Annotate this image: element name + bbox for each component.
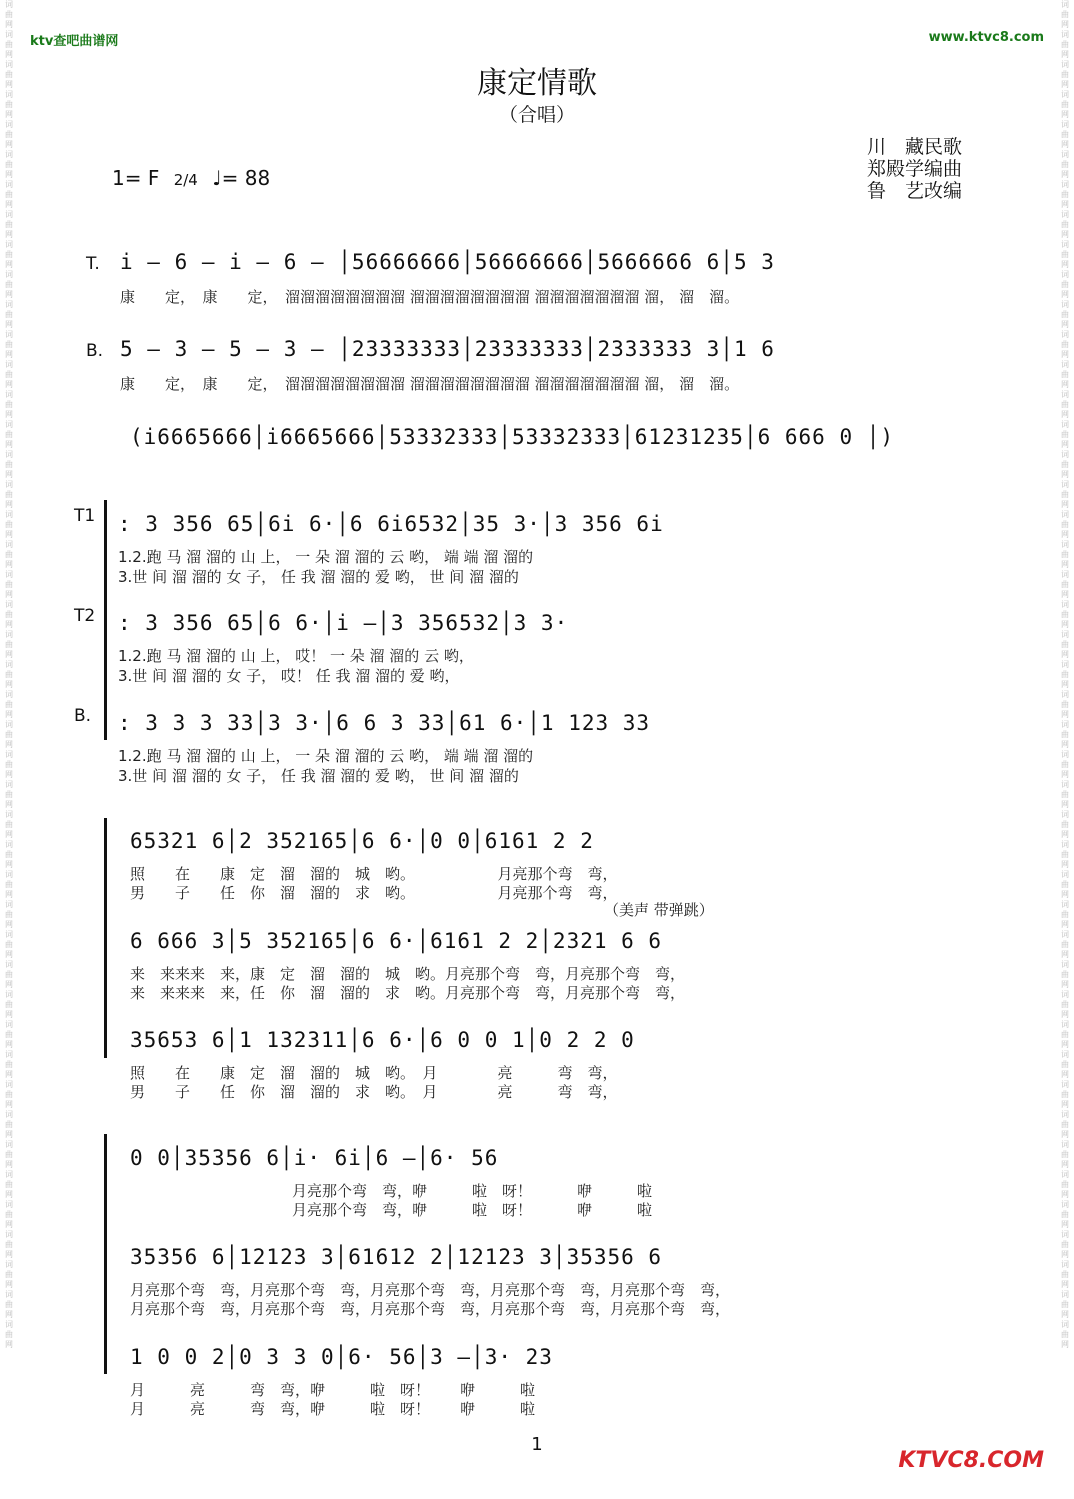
site-name-left[interactable]: ktv查吧曲谱网: [30, 34, 119, 49]
s4-voice3-notes: 1 0 0 2│0 3 3 0│6· 56│3 –│3· 23: [130, 1345, 553, 1369]
system-bracket: [104, 1134, 107, 1374]
page-title: 康定情歌: [477, 66, 597, 101]
performance-annotation: （美声 带弹跳）: [604, 901, 714, 919]
side-watermark-right: 词曲网词曲网词曲网词曲网词曲网词曲网词曲网词曲网词曲网词曲网词曲网词曲网词曲网词曲网词曲网词曲网词曲网词曲网词曲网词曲网词曲网词曲网词曲网词曲网词曲网词曲网词曲网词曲网词曲网词曲网词曲网词曲网词曲网词曲网词曲网词曲网词曲网词曲网词曲网词曲网词曲网词曲网词曲网词曲网词曲网: [1061, 0, 1069, 1349]
b-lyrics-verse1: 1.2.跑 马 溜 溜的 山 上， 一 朵 溜 溜的 云 哟， 端 端 溜 溜的: [118, 747, 534, 765]
credit-adapter: 鲁 艺改编: [866, 180, 962, 202]
system-bracket: [104, 500, 107, 740]
voice-label-bass: B.: [86, 341, 104, 361]
s3-voice1-notes: 65321 6│2 352165│6 6·│0 0│6161 2 2: [130, 829, 594, 853]
system-bracket: [104, 818, 107, 1058]
t1-notes: : 3 356 65│6i 6·│6 6i6532│35 3·│3 356 6i: [118, 512, 664, 536]
b-lyrics-verse3: 3.世 间 溜 溜的 女 子， 任 我 溜 溜的 爱 哟， 世 间 溜 溜的: [118, 767, 519, 785]
t1-lyrics-verse1: 1.2.跑 马 溜 溜的 山 上， 一 朵 溜 溜的 云 哟， 端 端 溜 溜的: [118, 548, 534, 566]
s3-voice3-lyrics1: 照 在 康 定 溜 溜的 城 哟。 月 亮 弯 弯，: [130, 1064, 618, 1082]
s4-voice2-lyrics2: 月亮那个弯 弯，月亮那个弯 弯，月亮那个弯 弯，月亮那个弯 弯，月亮那个弯 弯，: [130, 1300, 731, 1318]
s3-voice3-lyrics2: 男 子 任 你 溜 溜的 求 哟。 月 亮 弯 弯，: [130, 1083, 618, 1101]
voice-label-t2: T2: [74, 606, 96, 626]
credit-origin: 川 藏民歌: [866, 136, 962, 158]
site-logo: KTVC8.COM: [898, 1448, 1044, 1473]
s3-voice2-lyrics1: 来 来来来 来，康 定 溜 溜的 城 哟。月亮那个弯 弯，月亮那个弯 弯，: [130, 965, 686, 983]
s4-voice2-lyrics1: 月亮那个弯 弯，月亮那个弯 弯，月亮那个弯 弯，月亮那个弯 弯，月亮那个弯 弯，: [130, 1281, 731, 1299]
voice-label-tenor: T.: [86, 254, 100, 274]
s3-voice3-notes: 35653 6│1 132311│6 6·│6 0 0 1│0 2 2 0: [130, 1028, 635, 1052]
s3-voice1-lyrics1: 照 在 康 定 溜 溜的 城 哟。 月亮那个弯 弯，: [130, 865, 618, 883]
t2-lyrics-verse1: 1.2.跑 马 溜 溜的 山 上， 哎！ 一 朵 溜 溜的 云 哟，: [118, 647, 474, 665]
voice-label-t1: T1: [74, 506, 96, 526]
s4-voice2-notes: 35356 6│12123 3│61612 2│12123 3│35356 6: [130, 1245, 663, 1269]
s3-voice1-lyrics2: 男 子 任 你 溜 溜的 求 哟。 月亮那个弯 弯，: [130, 884, 618, 902]
s3-voice2-lyrics2: 来 来来来 来，任 你 溜 溜的 求 哟。月亮那个弯 弯，月亮那个弯 弯，: [130, 984, 686, 1002]
time-signature: 2/4: [173, 171, 198, 189]
bass-notes: 5 – 3 – 5 – 3 – │23333333│23333333│2333333 3│1 6: [120, 337, 775, 361]
t2-lyrics-verse3: 3.世 间 溜 溜的 女 子， 哎！ 任 我 溜 溜的 爱 哟，: [118, 667, 460, 685]
s4-voice1-lyrics1: 月亮那个弯 弯，咿 啦 呀！ 咿 啦: [292, 1182, 653, 1200]
site-url-right[interactable]: www.ktvc8.com: [928, 30, 1044, 45]
s4-voice3-lyrics1: 月 亮 弯 弯，咿 啦 呀！ 咿 啦: [130, 1381, 536, 1399]
s4-voice3-lyrics2: 月 亮 弯 弯，咿 啦 呀！ 咿 啦: [130, 1400, 536, 1418]
credit-arranger: 郑殿学编曲: [866, 158, 962, 180]
t1-lyrics-verse3: 3.世 间 溜 溜的 女 子， 任 我 溜 溜的 爱 哟， 世 间 溜 溜的: [118, 568, 519, 586]
s4-voice1-notes: 0 0│35356 6│i· 6i│6 –│6· 56: [130, 1146, 499, 1170]
b-notes: : 3 3 3 33│3 3·│6 6 3 33│61 6·│1 123 33: [118, 711, 651, 735]
s4-voice1-lyrics2: 月亮那个弯 弯，咿 啦 呀！ 咿 啦: [292, 1201, 653, 1219]
tempo-marking: ♩= 88: [212, 166, 271, 190]
key-label: 1= F: [112, 166, 160, 190]
t2-notes: : 3 356 65│6 6·│i –│3 356532│3 3·: [118, 611, 569, 635]
tenor-lyrics: 康 定， 康 定， 溜溜溜溜溜溜溜溜 溜溜溜溜溜溜溜溜 溜溜溜溜溜溜溜 溜， 溜 溜。: [120, 288, 740, 306]
page-number: 1: [531, 1434, 543, 1455]
key-signature: [112, 166, 270, 190]
instrumental-interlude: (i6665666│i6665666│53332333│53332333│61231235│6 666 0 │): [130, 425, 895, 449]
page-subtitle: （合唱）: [498, 104, 575, 126]
bass-lyrics: 康 定， 康 定， 溜溜溜溜溜溜溜溜 溜溜溜溜溜溜溜溜 溜溜溜溜溜溜溜 溜， 溜 溜。: [120, 375, 740, 393]
side-watermark-left: 词曲网词曲网词曲网词曲网词曲网词曲网词曲网词曲网词曲网词曲网词曲网词曲网词曲网词曲网词曲网词曲网词曲网词曲网词曲网词曲网词曲网词曲网词曲网词曲网词曲网词曲网词曲网词曲网词曲网词曲网词曲网词曲网词曲网词曲网词曲网词曲网词曲网词曲网词曲网词曲网词曲网词曲网词曲网词曲网词曲网: [5, 0, 13, 1349]
voice-label-b: B.: [74, 706, 92, 726]
tenor-notes: i – 6 – i – 6 – │56666666│56666666│5666666 6│5 3: [120, 250, 775, 274]
s3-voice2-notes: 6 666 3│5 352165│6 6·│6161 2 2│2321 6 6: [130, 929, 663, 953]
